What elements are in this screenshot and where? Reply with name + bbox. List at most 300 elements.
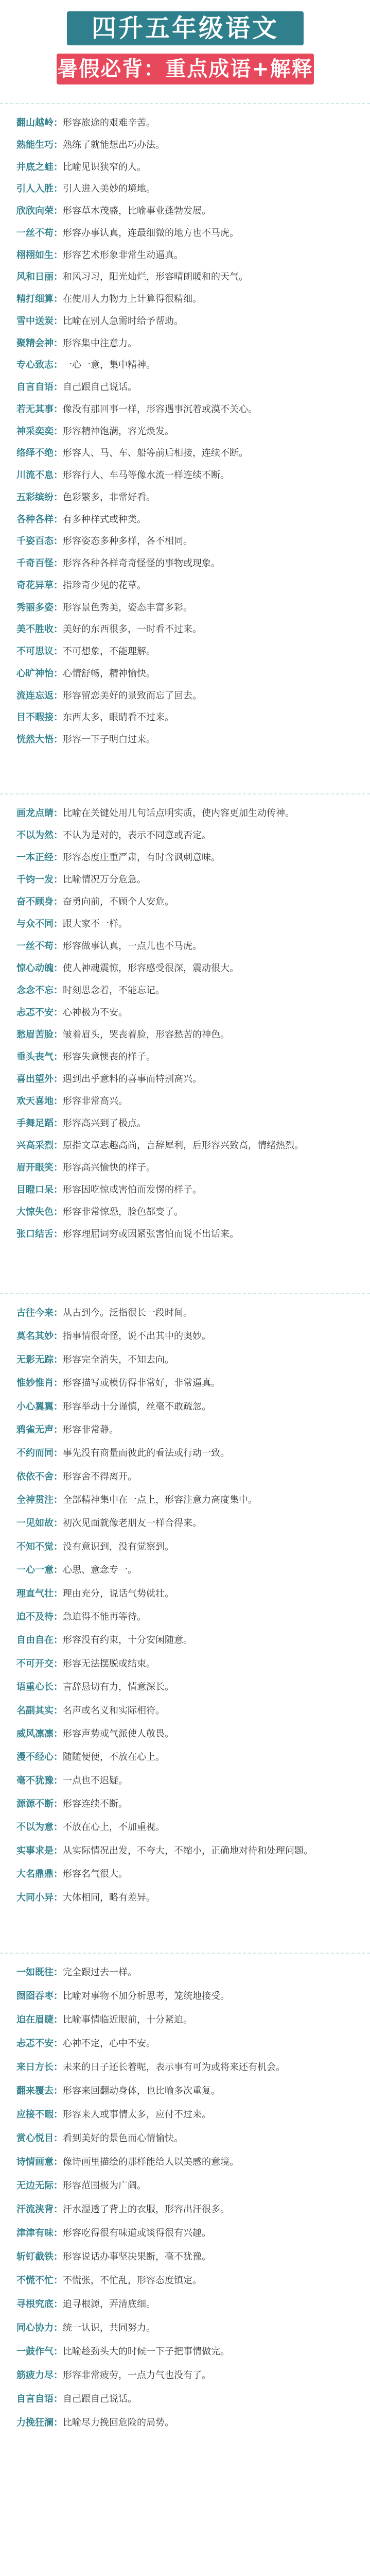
idiom-section: [0, 793, 370, 1258]
idiom-entry: [16, 1679, 354, 1696]
idiom-entry: [16, 1421, 354, 1439]
idiom-term: 不可思议: [16, 646, 54, 657]
idiom-entry: [16, 1725, 354, 1743]
idiom-term: 无边无际: [16, 2180, 54, 2191]
idiom-definition: 比喻趁劲头大的时候一下子把事情做完。: [63, 2346, 230, 2357]
idiom-separator: ：: [54, 2133, 63, 2144]
idiom-definition: 急迫得不能再等待。: [63, 1612, 146, 1622]
idiom-term: 不以为意: [16, 1822, 54, 1833]
idiom-entry: [16, 805, 354, 822]
idiom-entry: [16, 247, 354, 264]
idiom-entry: [16, 1071, 354, 1088]
idiom-term: 奇花异草: [16, 580, 54, 591]
idiom-definition: 形容吃得很有味道或谈得很有兴趣。: [63, 2228, 211, 2239]
idiom-entry: [16, 2296, 354, 2313]
idiom-entry: [16, 893, 354, 911]
idiom-entry: [16, 871, 354, 889]
idiom-definition: 引人进入美妙的境地。: [63, 183, 155, 195]
idiom-separator: ：: [54, 492, 63, 503]
idiom-entry: [16, 2177, 354, 2195]
idiom-separator: ：: [54, 1588, 63, 1599]
idiom-definition: 像诗画里描绘的那样能给人以美感的意境。: [63, 2157, 239, 2167]
idiom-term: 欣欣向荣: [16, 206, 54, 217]
idiom-definition: 形容行人、车马等像水流一样连续不断。: [63, 470, 230, 481]
idiom-separator: ：: [54, 1052, 63, 1062]
idiom-term: 一丝不苟: [16, 941, 54, 952]
idiom-separator: ：: [54, 2204, 63, 2215]
idiom-entry: [16, 665, 354, 683]
idiom-separator: ：: [54, 1448, 63, 1459]
idiom-term: 张口结舌: [16, 1229, 54, 1240]
idiom-separator: ：: [54, 448, 63, 459]
idiom-term: 络绎不绝: [16, 448, 54, 459]
idiom-separator: ：: [54, 1118, 63, 1129]
idiom-definition: 心神不定，心中不安。: [63, 2038, 155, 2049]
idiom-entry: [16, 1562, 354, 1579]
idiom-term: 各种各样: [16, 514, 54, 525]
idiom-definition: 随随便便，不放在心上。: [63, 1752, 165, 1763]
idiom-separator: ：: [54, 985, 63, 996]
idiom-entry: [16, 2082, 354, 2100]
idiom-entry: [16, 2414, 354, 2432]
idiom-entry: [16, 916, 354, 933]
idiom-separator: ：: [54, 1331, 63, 1342]
idiom-separator: ：: [54, 2417, 63, 2428]
idiom-entry: [16, 1749, 354, 1766]
idiom-definition: 形容草木茂盛，比喻事业蓬勃发展。: [63, 206, 211, 217]
idiom-entry: [16, 709, 354, 726]
idiom-entry: [16, 1468, 354, 1486]
idiom-entry: [16, 159, 354, 176]
idiom-separator: ：: [54, 712, 63, 723]
idiom-separator: ：: [54, 1991, 63, 2002]
idiom-term: 精打细算: [16, 294, 54, 305]
idiom-definition: 形容姿态多种多样，各不相同。: [63, 536, 192, 547]
idiom-separator: ：: [54, 2370, 63, 2381]
idiom-entry: [16, 827, 354, 844]
idiom-term: 垂头丧气: [16, 1052, 54, 1062]
idiom-definition: 指珍奇少见的花草。: [63, 580, 146, 591]
idiom-definition: 形容做事认真，一点儿也不马虎。: [63, 941, 202, 952]
idiom-separator: ：: [54, 227, 63, 239]
idiom-entry: [16, 687, 354, 705]
idiom-separator: ：: [54, 734, 63, 745]
idiom-term: 聚精会神: [16, 337, 54, 349]
idiom-term: 诗情画意: [16, 2157, 54, 2167]
idiom-term: 依依不舍: [16, 1471, 54, 1482]
idiom-entry: [16, 1632, 354, 1649]
idiom-term: 源源不断: [16, 1799, 54, 1810]
idiom-entry: [16, 445, 354, 462]
idiom-definition: 形容景色秀美，姿态丰富多彩。: [63, 602, 192, 613]
idiom-separator: ：: [54, 1658, 63, 1669]
idiom-definition: 比喻在别人急需时给予帮助。: [63, 315, 183, 327]
idiom-separator: ：: [54, 1869, 63, 1880]
idiom-entry: [16, 1026, 354, 1044]
page-title: 四升五年级语文: [67, 11, 304, 45]
idiom-separator: ：: [54, 1775, 63, 1786]
idiom-separator: ：: [54, 646, 63, 657]
idiom-term: 风和日丽: [16, 272, 54, 283]
idiom-separator: ：: [54, 1682, 63, 1693]
idiom-definition: 形容说话办事坚决果断，毫不犹豫。: [63, 2251, 211, 2262]
idiom-separator: ：: [54, 337, 63, 349]
idiom-term: 一丝不苟: [16, 227, 54, 239]
idiom-term: 兴高采烈: [16, 1140, 54, 1151]
idiom-entry: [16, 1889, 354, 1907]
idiom-term: 欢天喜地: [16, 1096, 54, 1107]
idiom-definition: 形容非常高兴。: [63, 1096, 128, 1107]
idiom-entry: [16, 1988, 354, 2005]
idiom-separator: ：: [54, 2251, 63, 2262]
idiom-definition: 形容范围极为广阔。: [63, 2180, 146, 2191]
idiom-separator: ：: [54, 1229, 63, 1240]
idiom-term: 雪中送炭: [16, 315, 54, 327]
idiom-definition: 跟大家不一样。: [63, 919, 128, 929]
idiom-definition: 统一认识，共同努力。: [63, 2323, 155, 2333]
idiom-term: 大同小异: [16, 1892, 54, 1903]
idiom-term: 目不暇接: [16, 712, 54, 723]
idiom-term: 大名鼎鼎: [16, 1869, 54, 1880]
idiom-separator: ：: [54, 2323, 63, 2333]
idiom-term: 手舞足蹈: [16, 1118, 54, 1129]
idiom-definition: 形容无法摆脱或结束。: [63, 1658, 155, 1669]
idiom-definition: 不放在心上，不加重视。: [63, 1822, 165, 1833]
idiom-definition: 汗水湿透了背上的衣服，形容出汗很多。: [63, 2204, 230, 2215]
idiom-entry: [16, 1772, 354, 1790]
idiom-entry: [16, 2011, 354, 2029]
idiom-definition: 事先没有商量而彼此的看法或行动一致。: [63, 1448, 230, 1459]
idiom-entry: [16, 2367, 354, 2384]
idiom-separator: ：: [54, 624, 63, 635]
idiom-separator: ：: [54, 1518, 63, 1529]
idiom-separator: ：: [54, 1728, 63, 1739]
idiom-separator: ：: [54, 272, 63, 283]
idiom-term: 翻山越岭: [16, 117, 54, 128]
idiom-definition: 比喻在关键处用几句话点明实质，使内容更加生动传神。: [63, 808, 294, 819]
idiom-definition: 形容理屈词穷或因紧张害怕而说不出话来。: [63, 1229, 239, 1240]
idiom-definition: 全部精神集中在一点上，形容注意力高度集中。: [63, 1495, 257, 1506]
idiom-definition: 和风习习，阳光灿烂，形容晴朗暖和的天气。: [63, 272, 248, 283]
idiom-entry: [16, 379, 354, 396]
idiom-definition: 形容留恋美好的景致而忘了回去。: [63, 690, 202, 701]
idiom-separator: ：: [54, 896, 63, 907]
idiom-definition: 遇到出乎意料的喜事而特别高兴。: [63, 1074, 202, 1084]
idiom-term: 若无其事: [16, 403, 54, 415]
idiom-entry: [16, 2059, 354, 2076]
idiom-term: 一如既往: [16, 1967, 54, 1978]
idiom-separator: ：: [54, 1096, 63, 1107]
idiom-definition: 追寻根源，弄清底细。: [63, 2299, 155, 2310]
idiom-separator: ：: [54, 1401, 63, 1412]
idiom-definition: 比喻情况万分危急。: [63, 874, 146, 885]
idiom-entry: [16, 313, 354, 330]
idiom-entry: [16, 1795, 354, 1813]
idiom-entry: [16, 1398, 354, 1416]
idiom-definition: 形容高兴愉快的样子。: [63, 1162, 155, 1173]
idiom-definition: 东西太多，眼睛看不过来。: [63, 712, 174, 723]
idiom-term: 应接不暇: [16, 2109, 54, 2120]
idiom-entry: [16, 2272, 354, 2290]
idiom-separator: ：: [54, 1822, 63, 1833]
idiom-separator: ：: [54, 1892, 63, 1903]
idiom-term: 漫不经心: [16, 1752, 54, 1763]
idiom-term: 古往今来: [16, 1308, 54, 1318]
idiom-entry: [16, 357, 354, 374]
idiom-entry: [16, 335, 354, 352]
idiom-definition: 美好的东西很多，一时看不过来。: [63, 624, 202, 635]
idiom-entry: [16, 1093, 354, 1110]
idiom-definition: 心神极为不安。: [63, 1007, 128, 1018]
idiom-definition: 形容舍不得离开。: [63, 1471, 137, 1482]
idiom-separator: ：: [54, 403, 63, 415]
idiom-separator: ：: [54, 2109, 63, 2120]
idiom-term: 惊心动魄: [16, 963, 54, 974]
idiom-definition: 形容声势或气派使人敬畏。: [63, 1728, 174, 1739]
idiom-term: 忐忑不安: [16, 1007, 54, 1018]
idiom-definition: 形容名气很大。: [63, 1869, 128, 1880]
idiom-definition: 形容精神饱满，容光焕发。: [63, 426, 174, 437]
idiom-separator: ：: [54, 2086, 63, 2096]
idiom-separator: ：: [54, 426, 63, 437]
idiom-term: 一鼓作气: [16, 2346, 54, 2357]
idiom-term: 一见如故: [16, 1518, 54, 1529]
idiom-term: 来日方长: [16, 2062, 54, 2073]
idiom-definition: 在使用人力物力上计算得很精细。: [63, 294, 202, 305]
idiom-term: 迫不及待: [16, 1612, 54, 1622]
idiom-definition: 比喻见识狭窄的人。: [63, 161, 146, 173]
idiom-separator: ：: [54, 161, 63, 173]
idiom-term: 川流不息: [16, 470, 54, 481]
idiom-entry: [16, 1702, 354, 1720]
idiom-entry: [16, 1159, 354, 1177]
idiom-term: 愁眉苦脸: [16, 1029, 54, 1040]
idiom-entry: [16, 225, 354, 242]
idiom-entry: [16, 1515, 354, 1532]
idiom-entry: [16, 1866, 354, 1883]
idiom-entry: [16, 2319, 354, 2337]
idiom-term: 小心翼翼: [16, 1401, 54, 1412]
idiom-definition: 形容非常疲劳，一点力气也没有了。: [63, 2370, 211, 2381]
idiom-term: 无影无踪: [16, 1354, 54, 1365]
idiom-definition: 形容完全消失，不知去向。: [63, 1354, 174, 1365]
idiom-separator: ：: [54, 294, 63, 305]
idiom-term: 念念不忘: [16, 985, 54, 996]
idiom-definition: 形容高兴到了极点。: [63, 1118, 146, 1129]
idiom-entry: [16, 2391, 354, 2408]
header: [0, 0, 370, 98]
idiom-entry: [16, 577, 354, 595]
idiom-definition: 时刻思念着，不能忘记。: [63, 985, 165, 996]
idiom-definition: 指事情很奇怪，说不出其中的奥妙。: [63, 1331, 211, 1342]
idiom-term: 囫囵吞枣: [16, 1991, 54, 2002]
idiom-separator: ：: [54, 2014, 63, 2025]
idiom-entry: [16, 1655, 354, 1673]
idiom-definition: 形容旅途的艰难辛苦。: [63, 117, 155, 128]
idiom-definition: 形容举动十分谨慎，丝毫不敢疏忽。: [63, 1401, 211, 1412]
idiom-separator: ：: [54, 139, 63, 150]
idiom-term: 毫不犹豫: [16, 1775, 54, 1786]
idiom-term: 忐忑不安: [16, 2038, 54, 2049]
idiom-term: 大惊失色: [16, 1207, 54, 1217]
idiom-term: 鸦雀无声: [16, 1424, 54, 1435]
idiom-definition: 形容办事认真，连最细微的地方也不马虎。: [63, 227, 239, 239]
idiom-entry: [16, 1492, 354, 1509]
idiom-separator: ：: [54, 558, 63, 569]
idiom-entry: [16, 114, 354, 132]
idiom-term: 全神贯注: [16, 1495, 54, 1506]
idiom-definition: 形容态度庄重严肃，有时含讽刺意味。: [63, 852, 220, 863]
idiom-term: 引人入胜: [16, 183, 54, 195]
idiom-definition: 比喻事情临近眼前，十分紧迫。: [63, 2014, 192, 2025]
idiom-separator: ：: [54, 1752, 63, 1763]
idiom-entry: [16, 2154, 354, 2171]
idiom-definition: 形容一下子明白过来。: [63, 734, 155, 745]
idiom-term: 一本正经: [16, 852, 54, 863]
idiom-term: 不约而同: [16, 1448, 54, 1459]
idiom-term: 秀丽多姿: [16, 602, 54, 613]
idiom-entry: [16, 268, 354, 286]
idiom-term: 五彩缤纷: [16, 492, 54, 503]
idiom-separator: ：: [54, 1799, 63, 1810]
idiom-separator: ：: [54, 1471, 63, 1482]
idiom-entry: [16, 938, 354, 955]
idiom-definition: 形容失意懊丧的样子。: [63, 1052, 155, 1062]
idiom-term: 自言自语: [16, 382, 54, 393]
idiom-entry: [16, 1048, 354, 1066]
idiom-term: 眉开眼笑: [16, 1162, 54, 1173]
idiom-definition: 形容因吃惊或害怕而发愣的样子。: [63, 1184, 202, 1195]
idiom-separator: ：: [54, 1565, 63, 1576]
idiom-separator: ：: [54, 690, 63, 701]
idiom-separator: ：: [54, 1495, 63, 1506]
idiom-term: 名副其实: [16, 1705, 54, 1716]
idiom-entry: [16, 1226, 354, 1243]
idiom-definition: 看到美好的景色而心情愉快。: [63, 2133, 183, 2144]
idiom-separator: ：: [54, 1705, 63, 1716]
idiom-term: 寻根究底: [16, 2299, 54, 2310]
idiom-separator: ：: [54, 1140, 63, 1151]
idiom-entry: [16, 621, 354, 638]
idiom-definition: 从实际情况出发，不夸大，不缩小，正确地对待和处理问题。: [63, 1845, 313, 1856]
idiom-separator: ：: [54, 2062, 63, 2073]
idiom-entry: [16, 291, 354, 308]
idiom-entry: [16, 555, 354, 572]
idiom-entry: [16, 2035, 354, 2053]
idiom-term: 自言自语: [16, 2394, 54, 2404]
idiom-definition: 使人神魂震惊，形容感受很深，震动很大。: [63, 963, 239, 974]
idiom-entry: [16, 2248, 354, 2266]
idiom-separator: ：: [54, 2228, 63, 2239]
idiom-entry: [16, 511, 354, 529]
idiom-separator: ：: [54, 941, 63, 952]
idiom-entry: [16, 1351, 354, 1369]
idiom-definition: 形容来人或事情太多，应付不过来。: [63, 2109, 211, 2120]
idiom-definition: 一心一意，集中精神。: [63, 360, 155, 371]
idiom-entry: [16, 137, 354, 154]
idiom-definition: 完全跟过去一样。: [63, 1967, 137, 1978]
idiom-entry: [16, 180, 354, 198]
idiom-separator: ：: [54, 2038, 63, 2049]
idiom-term: 恍然大悟: [16, 734, 54, 745]
idiom-entry: [16, 731, 354, 749]
idiom-entry: [16, 1585, 354, 1603]
idiom-term: 栩栩如生: [16, 249, 54, 261]
idiom-entry: [16, 1304, 354, 1322]
idiom-separator: ：: [54, 470, 63, 481]
idiom-entry: [16, 2201, 354, 2218]
idiom-separator: ：: [54, 1378, 63, 1389]
idiom-entry: [16, 1375, 354, 1392]
idiom-entry: [16, 599, 354, 617]
idiom-definition: 形容艺术形象非常生动逼真。: [63, 249, 183, 261]
idiom-separator: ：: [54, 2299, 63, 2310]
idiom-entry: [16, 643, 354, 660]
idiom-definition: 形容人、马、车、船等前后相接，连续不断。: [63, 448, 248, 459]
idiom-term: 喜出望外: [16, 1074, 54, 1084]
idiom-term: 斩钉截铁: [16, 2251, 54, 2262]
idiom-term: 津津有味: [16, 2228, 54, 2239]
idiom-term: 赏心悦目: [16, 2133, 54, 2144]
idiom-entry: [16, 2343, 354, 2361]
idiom-separator: ：: [54, 1541, 63, 1552]
idiom-separator: ：: [54, 315, 63, 327]
idiom-entry: [16, 423, 354, 440]
idiom-definition: 色彩繁多，非常好看。: [63, 492, 155, 503]
idiom-term: 理直气壮: [16, 1588, 54, 1599]
idiom-entry: [16, 1328, 354, 1345]
idiom-separator: ：: [54, 1635, 63, 1646]
idiom-definition: 未来的日子还长着呢，表示事有可为或将来还有机会。: [63, 2062, 285, 2073]
idiom-definition: 形容非常静。: [63, 1424, 118, 1435]
idiom-separator: ：: [54, 919, 63, 929]
idiom-entry: [16, 467, 354, 484]
idiom-definition: 名声或名义和实际相符。: [63, 1705, 165, 1716]
idiom-definition: 心思、意念专一。: [63, 1565, 137, 1576]
idiom-definition: 不认为是对的，表示不同意或否定。: [63, 830, 211, 841]
idiom-separator: ：: [54, 1424, 63, 1435]
idiom-term: 自由自在: [16, 1635, 54, 1646]
idiom-definition: 皱着眉头，哭丧着脸，形容愁苦的神色。: [63, 1029, 230, 1040]
idiom-separator: ：: [54, 602, 63, 613]
idiom-term: 汗流浃背: [16, 2204, 54, 2215]
idiom-entry: [16, 489, 354, 506]
idiom-definition: 比喻对事物不加分析思考，笼统地接受。: [63, 1991, 230, 2002]
idiom-entry: [16, 1842, 354, 1860]
idiom-entry: [16, 1115, 354, 1132]
idiom-section: [0, 103, 370, 764]
idiom-separator: ：: [54, 249, 63, 261]
idiom-term: 不以为然: [16, 830, 54, 841]
idiom-entry: [16, 2130, 354, 2147]
idiom-term: 莫名其妙: [16, 1331, 54, 1342]
idiom-definition: 没有意识到，没有觉察到。: [63, 1541, 174, 1552]
idiom-separator: ：: [54, 1029, 63, 1040]
idiom-definition: 一点也不迟疑。: [63, 1775, 128, 1786]
idiom-separator: ：: [54, 2157, 63, 2167]
idiom-entry: [16, 960, 354, 977]
idiom-definition: 形容连续不断。: [63, 1799, 128, 1810]
idiom-entry: [16, 1004, 354, 1022]
idiom-term: 不可开交: [16, 1658, 54, 1669]
idiom-section: [0, 1953, 370, 2576]
idiom-definition: 不可想象，不能理解。: [63, 646, 155, 657]
idiom-entry: [16, 849, 354, 867]
idiom-separator: ：: [54, 1074, 63, 1084]
idiom-entry: [16, 2225, 354, 2242]
idiom-definition: 不慌张，不忙乱，形容态度镇定。: [63, 2275, 202, 2286]
idiom-separator: ：: [54, 668, 63, 679]
